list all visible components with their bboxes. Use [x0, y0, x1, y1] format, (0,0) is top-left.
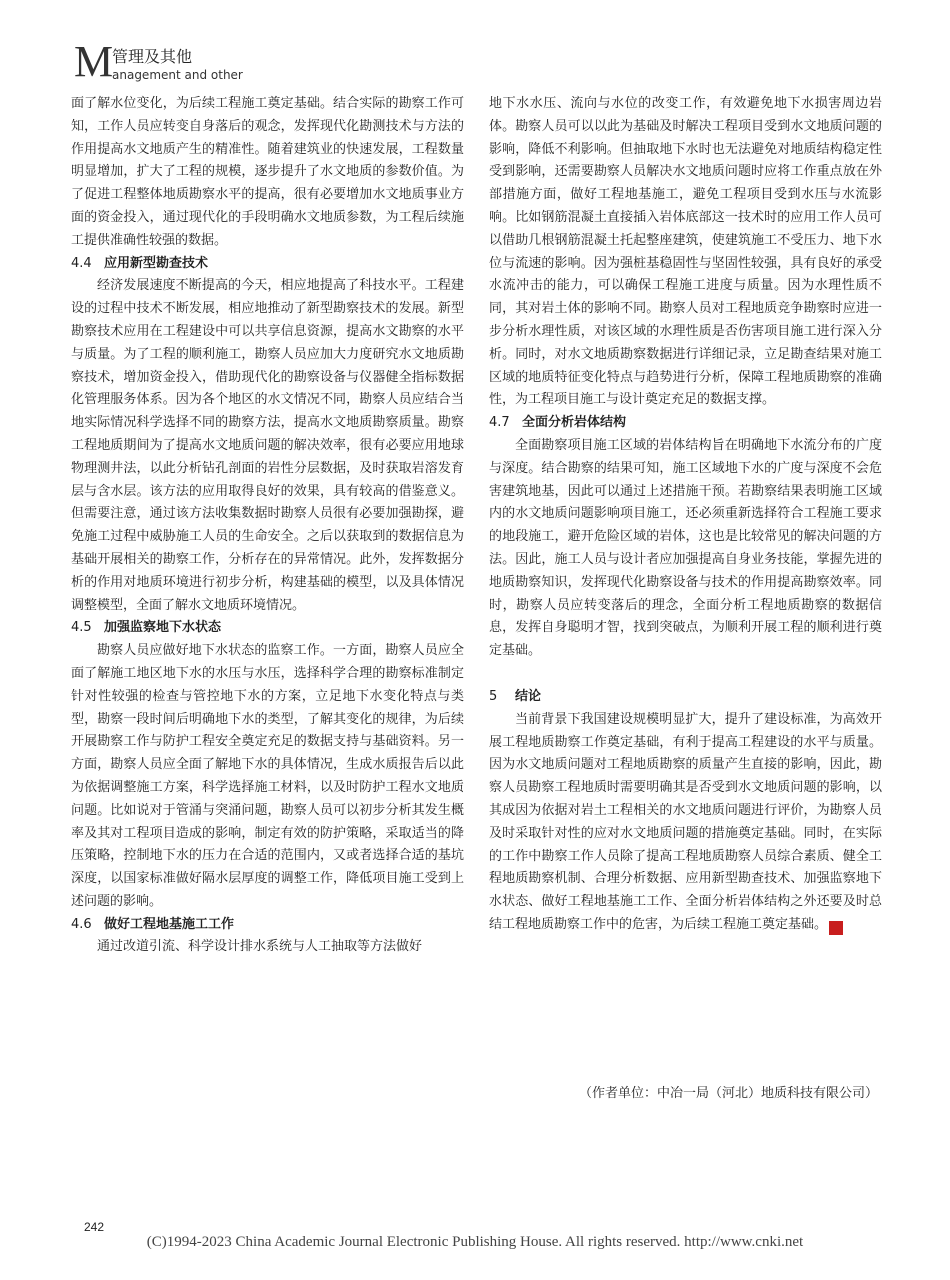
- author-affiliation: （作者单位：中冶一局（河北）地质科技有限公司）: [578, 1086, 878, 1101]
- section-title: 做好工程地基施工工作: [104, 916, 235, 932]
- header-initial: M: [74, 37, 114, 86]
- continued-paragraph: 地下水水压、流向与水位的改变工作，有效避免地下水损害周边岩体。勘察人员可以以此为基础及时解决工程项目受到水文地质问题的影响，降低不利影响。但抽取地下水时也无法避免对地质结构稳定性受到影响，还需要勘察人员解决水文地质问题时应将工作重点放在外部措施方面，做好工程地基施工，避免工程项目受到水压与水流影响。比如钢筋混凝土直接插入岩体底部这一技术时的应用工作人员可以借助几根钢筋混凝土托起整座建筑，使建筑施工不受压力、地下水位与流速的影响。因为强桩基稳固性与坚固性较强，具有良好的承受水流冲击的能力，可以确保工程施工进度与质量。因为水理性质不同，其对岩土体的影响不同。勘察人员对工程地质竞争勘察时应进一步分析水理性质，对该区域的水理性质是否伤害项目施工进行深入分析。同时，对水文地质勘察数据进行详细记录，立足勘查结果对施工区域的地质特征变化特点与趋势进行分析，保障工程地质勘察的准确性，为工程项目施工与设计奠定充足的数据支撑。: [489, 96, 882, 408]
- section-heading-4-7: [489, 412, 882, 435]
- section-title: 结论: [515, 688, 542, 704]
- section-heading-5: [489, 686, 882, 709]
- section-heading-4-4: [71, 253, 464, 276]
- section-body-4-4: 经济发展速度不断提高的今天，相应地提高了科技水平。工程建设的过程中技术不断发展，相应地推动了新型勘察技术的发展。新型勘察技术应用在工程建设中可以共享信息资源，提高水文勘察的水平与质量。为了工程的顺利施工，勘察人员应加大力度研究水文地质勘察技术，增加资金投入，借助现代化的勘察设备与仪器健全指标数据化管理服务体系。因为各个地区的水文情况不同，勘察人员应结合当地实际情况科学选择不同的勘察方法，提高水文地质勘察质量。勘察工程地质期间为了提高水文地质问题的解决效率，很有必要应用地球物理测井法，以此分析钻孔剖面的岩性分层数据，及时获取岩溶发育层与含水层。该方法的应用取得良好的效果，具有较高的借鉴意义。但需要注意，通过该方法收集数据时勘察人员很有必要加强勘探，避免施工过程中威胁施工人员的生命安全。之后以获取到的数据信息为基础开展相关的勘察工作，分析存在的异常情况。此外，发挥数据分析的作用对地质环境进行初步分析，构建基础的模型，以及具体情况调整模型，全面了解水文地质环境情况。: [71, 278, 464, 613]
- section-title: 全面分析岩体结构: [522, 415, 627, 431]
- header-title-en: anagement and other: [112, 68, 243, 82]
- section-heading-4-6: [71, 914, 464, 937]
- right-column: [489, 93, 882, 937]
- section-heading-4-5: [71, 617, 464, 640]
- section-number: 4.7: [489, 415, 510, 431]
- section-body-4-7: 全面勘察项目施工区域的岩体结构旨在明确地下水流分布的广度与深度。结合勘察的结果可知，施工区域地下水的广度与深度不会危害建筑地基，因此可以通过上述措施干预。若勘察结果表明施工区域内的水文地质问题影响项目施工，还必须重新选择符合工程施工要求的地段施工，避开危险区域的岩体，这也是比较常见的解决问题的方法。因此，施工人员与设计者应加强提高自身业务技能，掌握先进的地质勘察知识，发挥现代化勘察设备与技术的作用提高勘察效率。同时，勘察人员应转变落后的理念，全面分析工程地质勘察的数据信息，发挥自身聪明才智，找到突破点，为顺利开展工程的顺利进行奠定基础。: [489, 437, 882, 659]
- section-body-4-5: 勘察人员应做好地下水状态的监察工作。一方面，勘察人员应全面了解施工地区地下水的水压与水压，选择科学合理的勘察标准制定针对性较强的检查与管控地下水的方案，立足地下水变化特点与类型，勘察一段时间后明确地下水的类型，了解其变化的规律，为后续开展勘察工作与防护工程安全奠定充足的数据支持与基础资料。另一方面，勘察人员应全面了解地下水的具体情况，生成水质报告后以此为依据调整施工方案，科学选择施工材料，以及时防护工程水文地质问题。比如说对于管涌与突涌问题，勘察人员可以初步分析其发生概率及其对工程项目造成的影响，制定有效的防护策略，采取适当的降压策略，控制地下水的压力在合适的范围内，又或者选择合适的基坑深度，以国家标准做好隔水层厚度的调整工作，降低项目施工受到上述问题的影响。: [71, 643, 464, 909]
- copyright-footer: (C)1994-2023 China Academic Journal Electronic Publishing House. All rights reserved. http://www.cnki.net: [146, 1234, 804, 1250]
- conclusion-text: 当前背景下我国建设规模明显扩大，提升了建设标准，为高效开展工程地质勘察工作奠定基础，有利于提高工程建设的水平与质量。因为水文地质问题对工程地质勘察的质量产生直接的影响，因此，勘察人员勘察工程地质时需要明确其是否受到水文地质问题的影响，以其成因为依据对岩土工程相关的水文地质问题进行评价，为勘察人员及时采取针对性的应对水文地质问题的措施奠定基础。同时，在实际的工作中勘察工作人员除了提高工程地质勘察人员综合素质、健全工程地质勘察机制、合理分析数据、应用新型勘查技术、加强监察地下水状态、做好工程地基施工工作、全面分析岩体结构之外还要及时总结工程地质勘察工作中的危害，为后续工程施工奠定基础。: [489, 711, 882, 932]
- left-column: [71, 93, 464, 959]
- section-number: 4.6: [71, 916, 92, 932]
- section-number: 4.4: [71, 255, 92, 271]
- section-title: 应用新型勘查技术: [104, 255, 209, 271]
- section-body-4-6: 通过改道引流、科学设计排水系统与人工抽取等方法做好: [97, 939, 423, 955]
- conclusion-paragraph: [489, 709, 882, 937]
- intro-paragraph: 面了解水位变化，为后续工程施工奠定基础。结合实际的勘察工作可知，工作人员应转变自身落后的观念，发挥现代化勘测技术与方法的作用提高水文地质产生的精准性。随着建筑业的快速发展，工程数量明显增加，扩大了工程的规模，逐步提升了水文地质的参数价值。为了促进工程整体地质勘察水平的提高，很有必要增加水文地质事业方面的资金投入，通过现代化的手段明确水文地质参数，为工程后续施工提供准确性较强的数据。: [71, 96, 464, 248]
- page-number: 242: [84, 1220, 105, 1234]
- section-number: 5: [489, 688, 498, 704]
- section-title: 加强监察地下水状态: [104, 620, 222, 636]
- section-number: 4.5: [71, 620, 92, 636]
- end-mark-icon: 通: [829, 921, 843, 935]
- header-title-cn: 管理及其他: [112, 47, 193, 66]
